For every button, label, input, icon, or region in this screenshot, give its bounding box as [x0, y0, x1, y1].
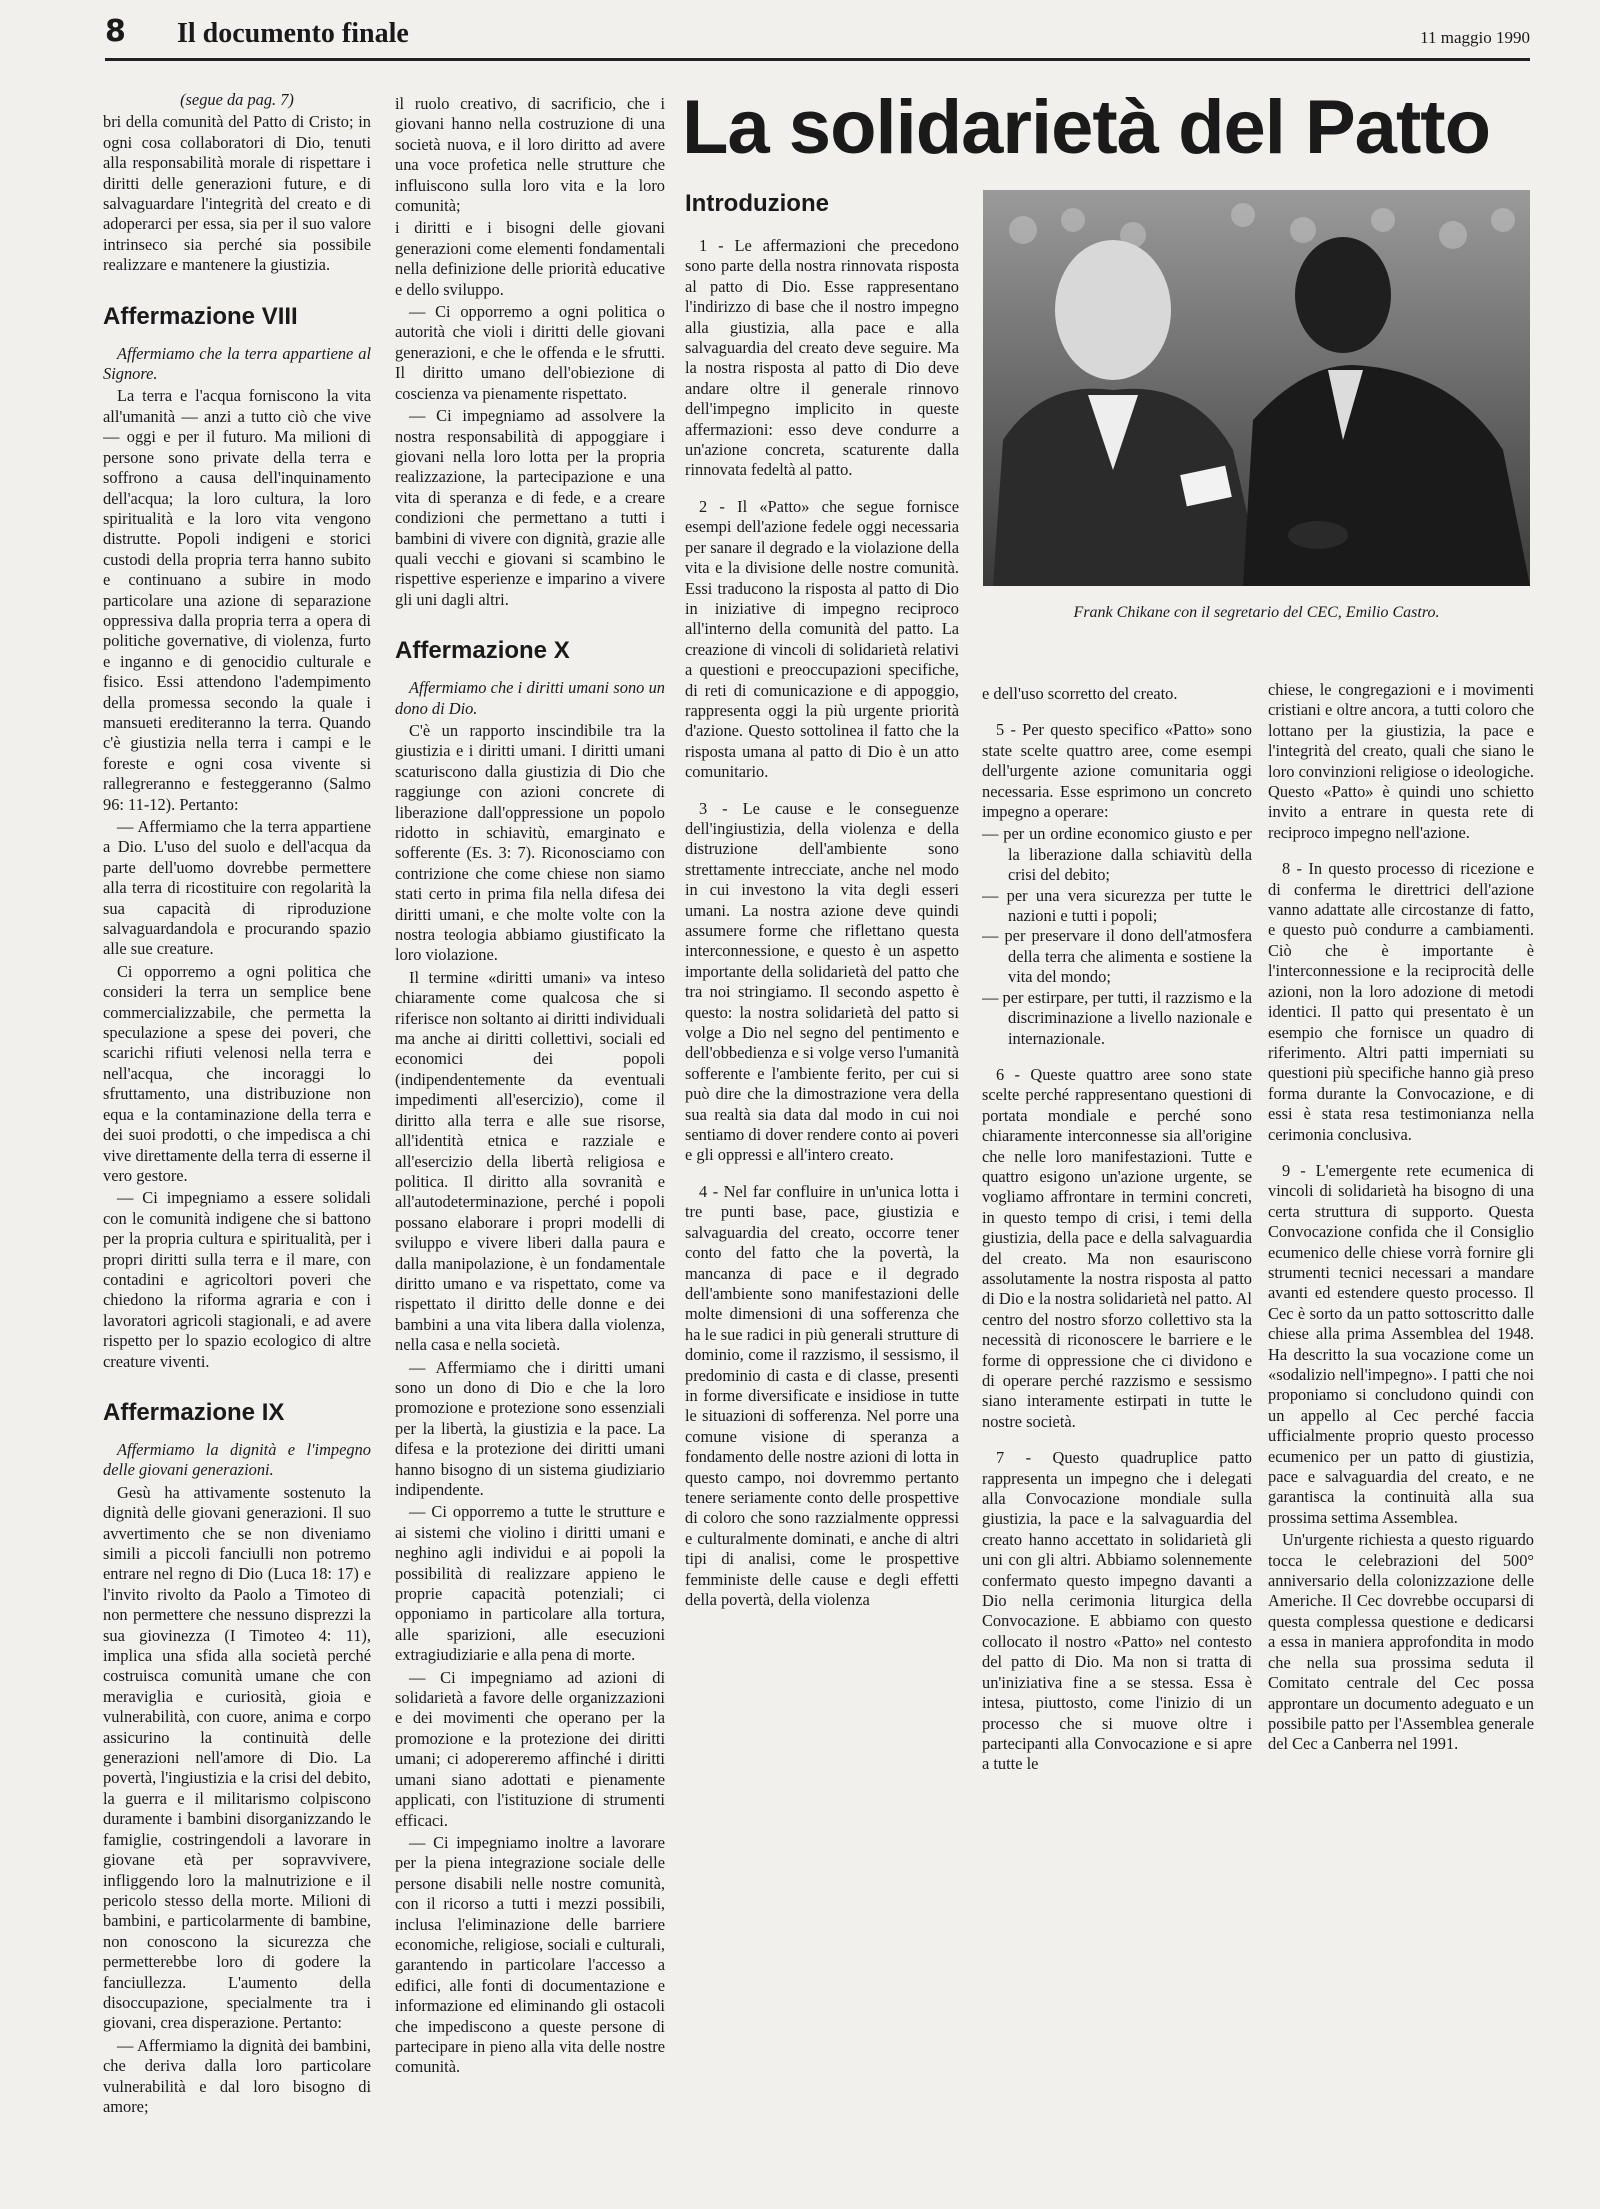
paragraph: 3 - Le cause e le conseguenze dell'ingiustizia, della violenza e della distruzione dell'ambiente sono strettamente intrecciate, anche nel modo in cui investono la vita degli esseri umani. La nostra azione deve quindi assumere forme che riflettano questa interconnessione, e questo è un aspetto importante della solidarietà del patto che tra noi stringiamo. Il secondo aspetto è questo: la nostra solidarietà del patto si volge a Dio nel segno del pentimento e dell'obbedienza e si volge verso l'umanità sofferente e l'ambiente ferito, per cui si può dire che la dimostrazione vera della sua realtà sia data dal modo in cui noi sentiamo di dover rendere conto ai poveri e gli oppressi e all'intero creato. [685, 798, 959, 1165]
paragraph: e dell'uso scorretto del creato. [982, 684, 1178, 703]
issue-date: 11 maggio 1990 [1420, 28, 1530, 47]
column-2 [395, 94, 665, 2194]
paragraph: 6 - Queste quattro aree sono state scelte perché rappresentano questioni di portata mondiale e perché sono chiaramente interconnesse sia all'origine che nelle loro manifestazioni. Tutte e quattro esigono un'azione urgente, se vogliamo affrontare in termini concreti, in questo tempo di crisi, i temi della giustizia, della pace e della salvaguardia del creato. Ma non esauriscono assolutamente la nostra risposta al patto di Dio e la nostra solidarietà nel patto. Al centro del nostro sforzo collettivo sta la necessità di riconoscere le barriere e le forme di oppressione che ci dividono e di operare perché razzismo e sessismo siano interamente estirpati in tutte le nostre società. [982, 1064, 1252, 1431]
page-number: 8 [105, 14, 126, 49]
list-item: — per una vera sicurezza per tutte le nazioni e tutti i popoli; [982, 885, 1252, 926]
column-5 [1268, 680, 1534, 2190]
paragraph: C'è un rapporto inscindibile tra la giustizia e i diritti umani. I diritti umani scaturiscono dalla giustizia di Dio che raggiunge con azioni concrete di liberazione dall'oppressione un popolo ridotto in schiavitù, emarginato e sofferente (Es. 3: 7). Riconosciamo con contrizione che come chiese non siamo stati certo in prima fila nella difesa dei diritti umani, e che molte volte con la nostra teologia abbiamo giustificato la loro violazione. [395, 720, 665, 965]
photo-frank-chikane-emilio-castro [983, 190, 1530, 586]
paragraph: — Affermiamo che la terra appartiene a Dio. L'uso del suolo e dell'acqua da parte dell'uomo dovrebbe permettere alla terra di ricostituire con regolarità la sua capacità di riproduzione salvaguardandola e procurando spazio alle sue creature. [103, 817, 371, 959]
paragraph: Il termine «diritti umani» va inteso chiaramente come qualcosa che si riferisce non soltanto ai diritti individuali ma anche ai diritti collettivi, sociali ed economici dei popoli (indipendentemente da eventuali impedimenti all'esercizio), come il diritto alla terra e alle sue risorse, all'identità etnica e razziale e all'esercizio della libertà religiosa e politica. Il diritto alla sovranità e all'autodeterminazione, perché i popoli possano elaborare i propri modelli di sviluppo e vivere liberi dalla paura e dalla manipolazione, è un fondamentale diritto umano e va rispettato, come va rispettato il diritto delle donne e dei bambini a una vita libera dalla violenza, nella casa e nella società. [395, 967, 665, 1355]
affirmation-lead: Affermiamo la dignità e l'impegno delle giovani generazioni. [103, 1439, 371, 1480]
paragraph: Un'urgente richiesta a questo riguardo tocca le celebrazioni del 500° anniversario della colonizzazione delle Americhe. Il Cec dovrebbe occuparsi di questa complessa questione e dedicarsi a essa in maniera approfondita in modo che nella sua prossima seduta il Comitato centrale del Cec possa approntare un documento adeguato e un possibile patto per l'Assemblea generale del Cec a Canberra nel 1991. [1268, 1530, 1534, 1754]
paragraph: 2 - Il «Patto» che segue fornisce esempi dell'azione fedele oggi necessaria per sanare il degrado e la violazione della vita e la divisione delle nostre comunità. Essi traducono la risposta al patto di Dio in iniziative di impegno reciproco all'interno della comunità del patto. La creazione di vincoli di solidarietà relativi a questioni e preoccupazioni specifiche, di reti di comunicazione e di appoggio, rappresenta oggi la più urgente priorità d'azione. Questo sottolinea il fatto che la risposta umana al patto di Dio è un atto comunitario. [685, 496, 959, 782]
column-3 [685, 190, 959, 2190]
affirmation-lead: Affermiamo che la terra appartiene al Signore. [103, 343, 371, 384]
list-item: — per preservare il dono dell'atmosfera della terra che alimenta e sostiene la vita del mondo; [982, 926, 1252, 987]
heading-affermazione-x: Affermazione X [395, 637, 570, 665]
paragraph: Ci opporremo a ogni politica che consideri la terra un semplice bene commercializzabile, che permetta la speculazione a spese dei poveri, che scarichi rifiuti velenosi nella terra e nell'acqua, che incoraggi lo sfruttamento, una distribuzione non equa e la contaminazione della terra e dei suoi prodotti, o che impedisca a chi vive direttamente della terra di esserne il vero gestore. [103, 961, 371, 1185]
paragraph: 5 - Per questo specifico «Patto» sono state scelte quattro aree, come esempi dell'urgente azione comunitaria oggi necessaria. Esse esprimono un concreto impegno a operare: [982, 720, 1252, 822]
paragraph: chiese, le congregazioni e i movimenti cristiani e oltre ancora, a tutti coloro che lottano per la giustizia, la pace e l'integrità del creato, quali che siano le loro convinzioni religiose o ideologiche. Questo «Patto» è quindi uno schietto invito a entrare in questa rete di reciproco impegno nell'azione. [1268, 680, 1534, 842]
paragraph: — Affermiamo che i diritti umani sono un dono di Dio e che la loro promozione e protezione sono essenziali per la libertà, la giustizia e la pace. La difesa e la protezione dei diritti umani hanno bisogno di un sistema giudiziario indipendente. [395, 1357, 665, 1499]
commitment-list [982, 824, 1252, 1048]
affirmation-lead: Affermiamo che i diritti umani sono un dono di Dio. [395, 678, 665, 718]
paragraph: La terra e l'acqua forniscono la vita all'umanità — anzi a tutto ciò che vive — oggi e per il futuro. Ma milioni di persone sono private della terra e soffrono a causa dell'inquinamento dell'acqua; la loro cultura, la loro spiritualità e la loro vita vengono distrutte. Popoli indigeni e storici custodi della propria terra hanno subito e continuano a subire in modo particolare una azione di separazione oppressiva dalla propria terra a opera di politiche governative, di violenza, furto e inganno e di genocidio culturale e fisico. Essi attendono l'adempimento della promessa secondo la quale i mansueti erediteranno la terra. Quando c'è giustizia nella terra i campi e le foreste e ogni cosa vivente si rallegreranno e festeggeranno (Salmo 96: 11-12). Pertanto: [103, 386, 371, 814]
paragraph: 4 - Nel far confluire in un'unica lotta i tre punti base, pace, giustizia e salvaguardia del creato, occorre tener conto del fatto che la povertà, la mancanza di pace e il degrado dell'ambiente sono manifestazioni delle molte dimensioni di una sofferenza che ha le sue radici in più generali strutture di dominio, come il razzismo, il sessismo, il predominio di casta e di classe, presenti in forme diversificate e insidiose in tutte le situazioni di sofferenza. Nel porre una comune visione di speranza a fondamento delle nostre azioni di lotta in questo campo, noi dovremmo pertanto tenere seriamente conto delle prospettive di coloro che sono razzialmente oppressi e culturalmente dominati, e anche di altri tipi di analisi, come le prospettive femministe delle cause e degli effetti della povertà, della violenza [685, 1181, 959, 1609]
paragraph: — Ci impegniamo ad assolvere la nostra responsabilità di appoggiare i giovani nella loro lotta per la propria realizzazione, la partecipazione e una vita di speranza e di fede, e a creare condizioni che permettano a tutti i bambini di vivere con dignità, grazie alle quali vecchi e giovani si scambino le rispettive esperienze e imparino a vivere gli uni dagli altri. [395, 406, 665, 609]
paragraph: — Ci impegniamo ad azioni di solidarietà a favore delle organizzazioni e dei movimenti che operano per la promozione e la protezione dei diritti umani; ci adopereremo affinché i diritti umani siano adottati e pienamente applicati, con l'istituzione di strumenti efficaci. [395, 1667, 665, 1830]
paragraph: 8 - In questo processo di ricezione e di conferma le direttrici dell'azione vanno adattate alle circostanze di fatto, e questo può condurre a cambiamenti. Ciò che è importante è l'interconnessione e la reciprocità delle azioni, non la loro adozione di metodi identici. Il patto qui presentato è un esempio che fornisce un quadro di riferimento. Altri patti imperniati su questioni più specifiche hanno già preso forma durante la Convocazione, e di essi è stata resa testimonianza nella cerimonia conclusiva. [1268, 859, 1534, 1144]
column-1 [103, 90, 371, 2190]
paragraph: bri della comunità del Patto di Cristo; in ogni cosa collaboratori di Dio, tenuti alla responsabilità morale di rispettare i diritti delle generazioni future, e di salvaguardare l'integrità del creato e di adoperarci per essa, sia per il suo valore intrinseco sia perché sia possibile realizzare e mantenere la giustizia. [103, 112, 371, 275]
paragraph: 1 - Le affermazioni che precedono sono parte della nostra rinnovata risposta al patto di Dio. Esse rappresentano l'indirizzo di base che il nostro impegno alla giustizia, alla pace e alla salvaguardia del creato deve seguire. Ma la nostra risposta al patto di Dio deve andare oltre il generale rinnovo dell'impegno implicito in queste affermazioni: esso deve condurre a un'azione concreta, scaturente dalla rinnovata fedeltà al patto. [685, 236, 959, 480]
paragraph: — Ci opporremo a ogni politica o autorità che violi i diritti delle giovani generazioni, e che le offenda e le sfrutti. Il diritto umano dell'obiezione di coscienza va pienamente rispettato. [395, 302, 665, 403]
heading-affermazione-viii: Affermazione VIII [103, 302, 298, 330]
photo-illustration [983, 190, 1530, 586]
photo-caption: Frank Chikane con il segretario del CEC, Emilio Castro. [1073, 604, 1440, 621]
paragraph: — Ci impegniamo inoltre a lavorare per la piena integrazione sociale delle persone disabili nelle nostre comunità, con il ricorso a tutti i mezzi possibili, inclusa l'eliminazione delle barriere economiche, religiose, sociali e culturali, garantendo in particolare l'accesso a edifici, alle fonti di documentazione e informazione ed eliminando gli ostacoli che impediscono a queste persone di partecipare in pieno alla vita delle nostre comunità. [395, 1832, 665, 2077]
introduction-heading: Introduzione [685, 190, 829, 217]
column-4 [982, 684, 1252, 2194]
list-item: — per un ordine economico giusto e per la liberazione dalla schiavitù della crisi del debito; [982, 824, 1252, 885]
continued-note: (segue da pag. 7) [180, 90, 294, 109]
paragraph: il ruolo creativo, di sacrificio, che i giovani hanno nella costruzione di una società nuova, e il loro diritto ad avere una voce profetica nelle strutture che influiscono sulla loro vita e la loro comunità; [395, 94, 665, 216]
paragraph: 7 - Questo quadruplice patto rappresenta un impegno che i delegati alla Convocazione mondiale sulla giustizia, la pace e la salvaguardia del creato hanno accettato in solidarietà gli uni con gli altri. Abbiamo solennemente confermato questo impegno davanti a Dio nella cerimonia liturgica della Convocazione. E abbiamo con questo collocato il nostro «Patto» nel contesto del patto di Dio. Ma non si tratta di un'iniziativa fine a se stessa. Essa è intesa, piuttosto, come l'inizio di un processo che si muove oltre i partecipanti alla Convocazione e si apre a tutte le [982, 1448, 1252, 1774]
page-header [105, 14, 1530, 52]
paragraph: — Ci impegniamo a essere solidali con le comunità indigene che si battono per la propria cultura e spiritualità, per i propri diritti sulla terra e il mare, con contadini e agricoltori poveri che chiedono la riforma agraria e con i lavoratori agricoli stagionali, e ad avere rispetto per lo spazio ecologico di altre creature viventi. [103, 1188, 371, 1371]
heading-affermazione-ix: Affermazione IX [103, 1398, 285, 1426]
paragraph: 9 - L'emergente rete ecumenica di vincoli di solidarietà ha bisogno di una certa struttura di supporto. Questa Convocazione confida che il Consiglio ecumenico delle chiese vorrà fornire gli strumenti tecnici necessari a mandare avanti ed estendere questo processo. Il Cec è sorto da un patto sottoscritto dalle chiese alla prima Assemblea del 1948. Ha descritto la sua vocazione come un «sodalizio nell'impegno». I patti che noi proponiamo si concludono quindi con un appello al Cec perché faccia ufficialmente proprio questo processo ecumenico per un patto di giustizia, pace e salvaguardia del creato, e ne garantisca la continuità alla sua prossima settima Assemblea. [1268, 1160, 1534, 1527]
section-title: Il documento finale [177, 18, 409, 49]
paragraph: — Affermiamo la dignità dei bambini, che deriva dalla loro particolare vulnerabilità e dal loro bisogno di amore; [103, 2035, 371, 2116]
header-rule [105, 58, 1530, 61]
list-item: — per estirpare, per tutti, il razzismo e la discriminazione a livello nazionale e internazionale. [982, 987, 1252, 1048]
paragraph: — Ci opporremo a tutte le strutture e ai sistemi che violino i diritti umani e neghino agli individui e ai popoli la possibilità di realizzare appieno le proprie capacità potenziali; ci opponiamo in particolare alla tortura, alle sparizioni, alle esecuzioni extragiudiziarie e alla pena di morte. [395, 1502, 665, 1665]
article-headline: La solidarietà del Patto [682, 85, 1490, 170]
paragraph: i diritti e i bisogni delle giovani generazioni come elementi fondamentali nella definizione delle priorità educative e dello sviluppo. [395, 218, 665, 299]
paragraph: Gesù ha attivamente sostenuto la dignità delle giovani generazioni. Il suo avvertimento che se non diveniamo simili a piccoli fanciulli non potremo entrare nel regno di Dio (Luca 18: 17) e l'invito rivolto da Paolo a Timoteo di non permettere che nessuno disprezzi la sua giovinezza (I Timoteo 4: 11), implica una sfida alla società perché costruisca comunità umane che con meraviglia e curiosità, gioia e vulnerabilità, con cuore, anima e corpo assicurino la continuità delle generazioni nell'amore di Dio. La povertà, l'ingiustizia e la crisi del debito, la guerra e il militarismo colpiscono duramente i bambini disorganizzando le famiglie, costringendoli a lavorare in giovane età per sopravvivere, infliggendo loro la malnutrizione e il pericolo stesso della morte. Milioni di bambini, e particolarmente di bambine, non conoscono la sicurezza che permetterebbe loro di godere la fanciullezza. L'aumento della disoccupazione, specialmente tra i giovani, crea disperazione. Pertanto: [103, 1482, 371, 2033]
